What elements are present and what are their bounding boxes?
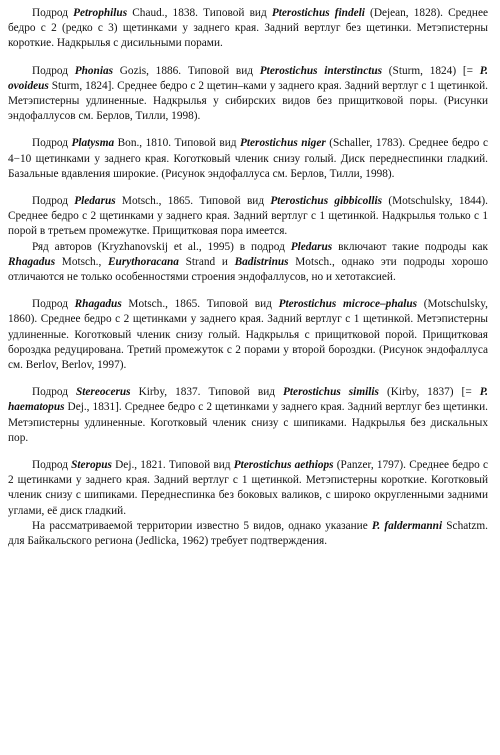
text-run: Подрод — [32, 386, 76, 399]
text-run: включают такие подроды как — [332, 240, 488, 253]
text-run: Подрод — [32, 298, 75, 311]
text-run: (Kirby, 1837) [= — [378, 386, 480, 399]
para-pledarus — [8, 194, 488, 240]
text-run: Eurythoracana — [108, 255, 179, 268]
text-run: На рассматриваемой территории известно 5 видов, однако указание — [32, 519, 372, 532]
text-run: Pterostichus gibbicollis — [270, 195, 383, 208]
text-run: (Motschulsky, 1860). Среднее бедро с 2 щетинками у заднего края. Задний вертлуг с 1 щетинкой. Метэпистерны удлиненные. Коготковый членик снизу голый. Надкрылья с прищитковой порой. Прищитковая бороздка редуцирована. Третий промежуток с 2 порами у второй бороздки. (Рисунок эндофаллуса см. Berlov, Berlov, 1997). — [8, 298, 488, 372]
text-run: Bon., 1810. Типовой вид — [114, 137, 240, 150]
text-run: Rhagadus — [74, 298, 122, 311]
para-platysma — [8, 136, 488, 182]
text-run: Подрод — [32, 195, 75, 208]
text-run: P. faldermanni — [371, 519, 443, 532]
text-run: Pterostichus interstinctus — [259, 64, 383, 77]
text-run: Dej., 1831]. Среднее бедро с 2 щетинками у заднего края. Задний вертлуг без щетинки. Метэпистерны удлиненные. Коготковый членик снизу с шипиками. Надкрылья без дискальных пор. — [8, 401, 488, 444]
text-run: P. ovoideus — [8, 64, 489, 92]
text-run: Strand и — [178, 255, 235, 268]
text-run: Подрод — [32, 64, 75, 77]
text-run: Pterostichus similis — [283, 386, 379, 399]
text-run: Ряд авторов (Kryzhanovskij et al., 1995) в подрод — [32, 240, 291, 253]
text-run: (Dejean, 1828). Среднее бедро с 2 (редко с 3) щетинками у заднего края. Задний вертлуг без щетинки. Метэпистерны короткие. Надкрылья с дисильными порами. — [8, 7, 488, 50]
text-run: Pterostichus findeli — [271, 7, 365, 19]
text-run: Motsch., 1865. Типовой вид — [121, 298, 279, 311]
text-run: Pterostichus aethiops — [233, 459, 334, 472]
text-run: Подрод — [32, 459, 72, 472]
text-run: Chaud., 1838. Типовой вид — [127, 7, 272, 19]
text-run: Pterostichus niger — [240, 137, 326, 150]
text-run: Gozis, 1886. Типовой вид — [113, 64, 260, 77]
text-run: Motsch., — [55, 255, 109, 268]
text-run: Stereocerus — [75, 386, 131, 399]
para-steropus — [8, 458, 488, 519]
text-run: Motsch., однако эти подроды хорошо отличаются не только особенностями строения эндофаллусов, но и хетотаксией. — [8, 255, 489, 284]
para-phonias — [8, 64, 488, 125]
text-run: Pterostichus microce–phalus — [278, 298, 418, 311]
text-run: (Sturm, 1824) [= — [382, 64, 480, 77]
para-steropus-note — [8, 519, 488, 549]
text-run: Kirby, 1837. Типовой вид — [130, 386, 284, 399]
text-run: Motsch., 1865. Типовой вид — [115, 195, 271, 208]
para-pledarus-note — [8, 240, 488, 286]
text-run: Подрод — [32, 7, 74, 19]
text-run: Sturm, 1824]. Среднее бедро с 2 щетин–ками у заднего края. Задний вертлуг с 1 щетинкой. Метэпистерны удлиненные. Надкрылья у сибирских видов без прищитковой поры. (Рисунки эндофаллусов см. Берлов, Тилли, 1998). — [8, 79, 488, 123]
text-run: Schatzm. для Байкальского региона (Jedlicka, 1962) требует подтверждения. — [8, 519, 488, 548]
text-run: (Motschulsky, 1844). Среднее бедро с 2 щетинками у заднего края. Задний вертлуг с 1 щетинкой. Надкрылья только с 1 порой в третьем промежутке. Прищитковая пора имеется. — [8, 195, 489, 238]
text-run: Steropus — [71, 459, 112, 472]
para-stereocerus — [8, 385, 488, 446]
text-run: Platysma — [71, 137, 115, 150]
text-run: Подрод — [32, 137, 72, 150]
para-rhagadus — [8, 297, 488, 373]
text-run: Pledarus — [290, 240, 333, 253]
text-run: Badistrinus — [234, 255, 289, 268]
text-run: (Schaller, 1783). Среднее бедро с 4−10 щетинками у заднего края. Коготковый членик снизу голый. Диск переднеспинки гладкий. Базальные вдавления широкие. (Рисунок эндофаллуса см. Берлов, Тилли, 1998). — [8, 137, 488, 180]
para-petrophilus — [8, 6, 488, 52]
text-run: Rhagadus — [8, 255, 56, 268]
text-run: Phonias — [74, 64, 114, 77]
text-run: P. haematopus — [8, 386, 488, 414]
text-run: Pledarus — [74, 195, 116, 208]
text-run: (Panzer, 1797). Среднее бедро с 2 щетинками у заднего края. Задний вертлуг с 1 щетинкой. Метэпистерны короткие. Коготковый членик снизу с шипиками. Переднеспинка без боковых валиков, с широко округленными задними углами, её диск гладкий. — [8, 459, 488, 517]
text-run: Petrophilus — [73, 7, 128, 19]
text-run: Dej., 1821. Типовой вид — [111, 459, 234, 472]
